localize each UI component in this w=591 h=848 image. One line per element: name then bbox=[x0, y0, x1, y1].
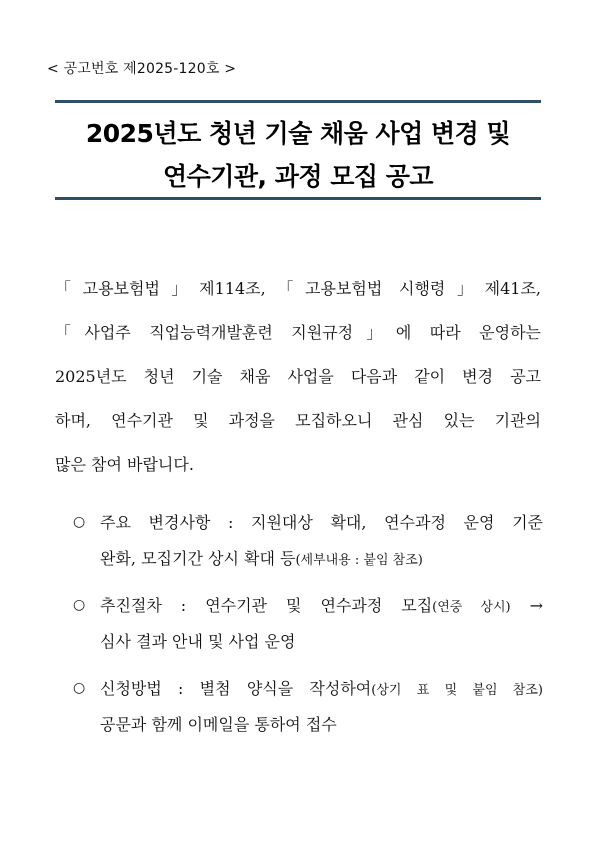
bullet-2-line-2: 심사 결과 안내 및 사업 운영 bbox=[100, 632, 296, 651]
bullet-3-text: 신청방법 : 별첨 양식을 작성하여 bbox=[100, 679, 372, 698]
body-line: 많은 참여 바랍니다. bbox=[55, 455, 194, 474]
bullet-circle-icon: ○ bbox=[73, 680, 86, 696]
body-line: 하며, 연수기관 및 과정을 모집하오니 관심 있는 기관의 bbox=[55, 411, 541, 430]
bullet-3-note: (상기 표 및 붙임 참조) bbox=[371, 683, 543, 698]
notice-number: < 공고번호 제2025-120호 > bbox=[47, 61, 237, 77]
title-top-rule bbox=[55, 100, 541, 103]
title-bottom-rule bbox=[55, 197, 541, 200]
bullet-1-line-2 bbox=[100, 546, 543, 569]
page-title-line-1: 2025년도 청년 기술 채움 사업 변경 및 bbox=[85, 119, 511, 148]
bullet-circle-icon: ○ bbox=[73, 597, 86, 613]
bullet-3-line-2: 공문과 함께 이메일을 통하여 접수 bbox=[100, 715, 337, 734]
body-line: 「사업주 직업능력개발훈련 지원규정」에 따라 운영하는 bbox=[55, 323, 541, 342]
bullet-2-line-1 bbox=[100, 593, 543, 616]
bullet-3-line-1 bbox=[100, 676, 543, 699]
body-line: 「고용보험법」제114조,「고용보험법 시행령」제41조, bbox=[55, 279, 541, 298]
bullet-2-text: 추진절차 : 연수기관 및 연수과정 모집 bbox=[100, 596, 433, 615]
bullet-circle-icon: ○ bbox=[73, 514, 86, 530]
bullet-1-note: (세부내용 : 붙임 참조) bbox=[295, 553, 423, 568]
bullet-1-text: 완화, 모집기간 상시 확대 등 bbox=[100, 549, 296, 568]
page-title-line-2: 연수기관, 과정 모집 공고 bbox=[162, 162, 434, 191]
arrow-right-icon: → bbox=[510, 596, 543, 615]
bullet-1-line-1: 주요 변경사항 : 지원대상 확대, 연수과정 운영 기준 bbox=[100, 513, 543, 532]
bullet-2-note: (연중 상시) bbox=[432, 600, 511, 615]
body-line: 2025년도 청년 기술 채움 사업을 다음과 같이 변경 공고 bbox=[55, 367, 541, 386]
